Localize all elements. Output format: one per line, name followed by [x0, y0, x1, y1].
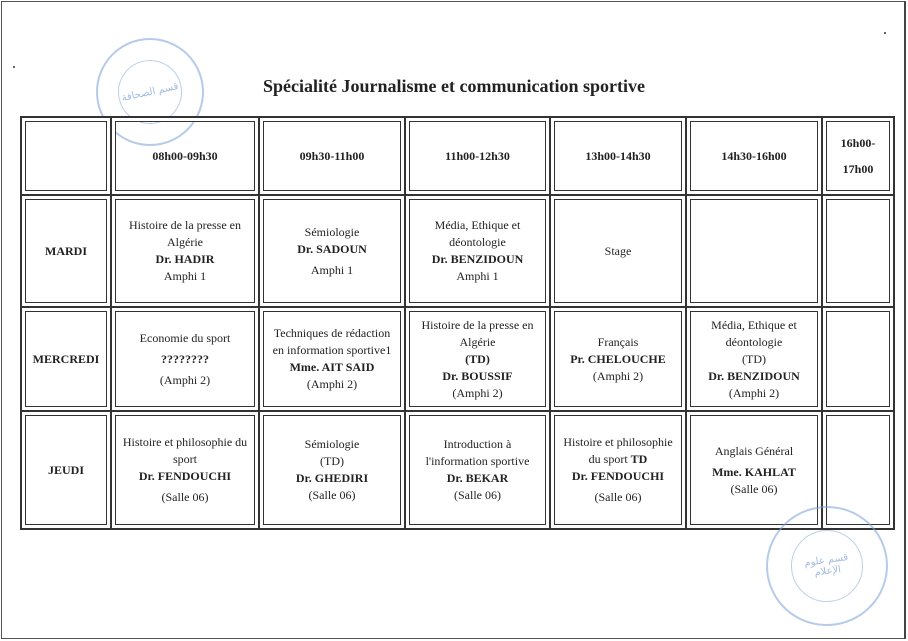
- room-label: (Amphi 2): [728, 385, 780, 400]
- course-label: Algérie: [459, 334, 496, 349]
- cell-mercredi-3: [405, 307, 550, 411]
- row-jeudi: [21, 411, 894, 529]
- course-label: [557, 451, 679, 468]
- stamp-top-left-text: قسم الصحافة: [112, 54, 188, 130]
- header-slot-1: 08h00-09h30: [111, 117, 259, 195]
- course-label: déontologie: [449, 235, 506, 249]
- room-label: (Salle 06): [308, 488, 356, 502]
- teacher-name: Dr. BOUSSIF: [442, 368, 513, 383]
- stamp-bottom-right-text: قسم علوم الإعلام: [786, 525, 867, 606]
- session-type: (TD): [742, 351, 766, 366]
- course-label: Média, Ethique et: [434, 218, 521, 232]
- course-label: Sémiologie: [304, 224, 360, 239]
- room-label: Amphi 1: [456, 269, 499, 283]
- cell-mardi-5: [686, 195, 822, 307]
- cell-mardi-1: [111, 195, 259, 307]
- course-label: Economie du sport: [139, 330, 231, 345]
- course-label: Techniques de rédaction: [273, 326, 391, 340]
- header-row: [21, 117, 894, 195]
- cell-mardi-2: [259, 195, 405, 307]
- teacher-name: Dr. SADOUN: [297, 241, 367, 256]
- course-label: Français: [597, 334, 639, 349]
- cell-jeudi-4: [550, 411, 686, 529]
- page-title: Spécialité Journalisme et communication sportive: [263, 76, 645, 96]
- teacher-name: Mme. AIT SAID: [289, 360, 375, 374]
- course-label: Sémiologie: [304, 437, 360, 451]
- course-label: Algérie: [167, 235, 203, 249]
- cell-jeudi-1: [111, 411, 259, 529]
- row-mardi: [21, 195, 894, 307]
- row-mercredi: [21, 307, 894, 411]
- scan-speck: [13, 66, 15, 68]
- cell-mercredi-6: [822, 307, 894, 411]
- course-label-part: du sport: [588, 452, 628, 466]
- course-label: sport: [173, 452, 197, 466]
- course-label: Histoire et philosophie: [563, 435, 673, 449]
- day-mercredi: MERCREDI: [21, 307, 111, 411]
- session-type: (TD): [320, 454, 344, 468]
- scan-speck: [884, 32, 886, 34]
- schedule-table: [20, 116, 895, 530]
- teacher-name: Dr. FENDOUCHI: [571, 469, 665, 483]
- header-corner: [21, 117, 111, 195]
- teacher-name: Dr. FENDOUCHI: [138, 469, 232, 483]
- room-label: (Salle 06): [730, 481, 778, 496]
- teacher-name: Dr. BEKAR: [446, 471, 509, 485]
- header-slot-4: 13h00-14h30: [550, 117, 686, 195]
- session-type: TD: [630, 452, 648, 466]
- room-label: (Amphi 2): [159, 372, 211, 387]
- course-label: déontologie: [725, 334, 783, 349]
- course-label: en information sportive1: [272, 343, 392, 357]
- room-label: Amphi 1: [310, 262, 354, 277]
- course-label: Anglais Général: [714, 443, 794, 458]
- room-label: (Amphi 2): [592, 368, 644, 383]
- room-label: (Amphi 2): [452, 385, 503, 400]
- header-slot-5: 14h30-16h00: [686, 117, 822, 195]
- teacher-name: Dr. BENZIDOUN: [431, 252, 524, 266]
- teacher-name: Dr. BENZIDOUN: [708, 368, 800, 383]
- course-label: Histoire de la presse en: [129, 218, 241, 232]
- course-label: Introduction à: [443, 437, 512, 451]
- teacher-name: Mme. KAHLAT: [712, 464, 796, 479]
- day-mardi: MARDI: [21, 195, 111, 307]
- cell-mercredi-1: [111, 307, 259, 411]
- header-slot-6-label: 16h00-17h00: [840, 136, 876, 176]
- header-slot-6: [822, 117, 894, 195]
- room-label: Amphi 1: [163, 269, 207, 283]
- teacher-name: Dr. GHEDIRI: [295, 471, 369, 485]
- course-label: l'information sportive: [425, 454, 530, 468]
- day-jeudi: JEUDI: [21, 411, 111, 529]
- room-label: (Salle 06): [594, 490, 642, 504]
- cell-mardi-6: [822, 195, 894, 307]
- teacher-name: ????????: [161, 351, 209, 366]
- room-label: (Salle 06): [454, 488, 501, 502]
- header-slot-2: 09h30-11h00: [259, 117, 405, 195]
- teacher-name: Dr. HADIR: [155, 252, 215, 266]
- cell-mardi-3: [405, 195, 550, 307]
- header-slot-3: 11h00-12h30: [405, 117, 550, 195]
- cell-jeudi-3: [405, 411, 550, 529]
- cell-mardi-4: [550, 195, 686, 307]
- room-label: (Salle 06): [161, 490, 209, 504]
- cell-jeudi-2: [259, 411, 405, 529]
- teacher-name: Pr. CHELOUCHE: [570, 351, 666, 366]
- cell-mercredi-2: [259, 307, 405, 411]
- room-label: (Amphi 2): [306, 377, 358, 391]
- session-type: (TD): [465, 351, 490, 366]
- cell-mercredi-4: [550, 307, 686, 411]
- course-label: Média, Ethique et: [711, 317, 797, 332]
- course-label: Stage: [604, 243, 632, 258]
- cell-mercredi-5: [686, 307, 822, 411]
- course-label: Histoire de la presse en: [421, 317, 534, 332]
- course-label: Histoire et philosophie du: [122, 435, 248, 449]
